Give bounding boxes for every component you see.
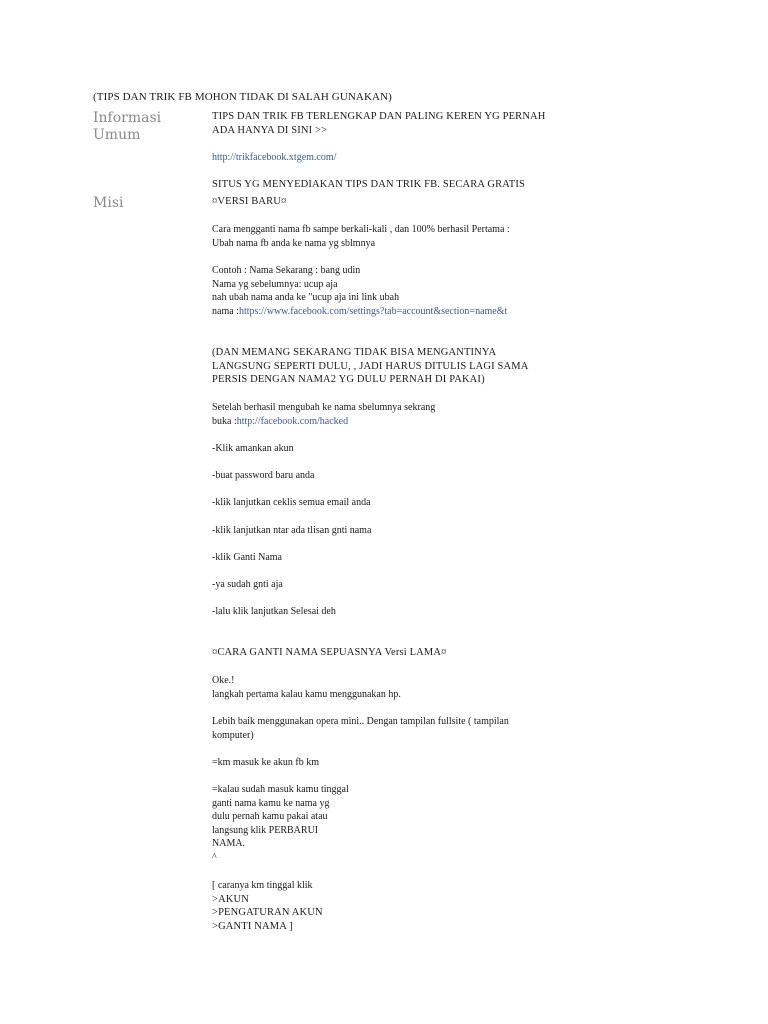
menu-path-line: [ caranya km tinggal klik <box>212 880 313 891</box>
intro-heading-line-1: TIPS DAN TRIK FB TERLENGKAP DAN PALING KEREN YG PERNAH <box>212 111 546 122</box>
section-label-umum: Umum <box>93 127 141 143</box>
after-login-line: =kalau sudah masuk kamu tinggal <box>212 784 349 795</box>
step-item: -lalu klik lanjutkan Selesai deh <box>212 606 336 617</box>
old-intro-block <box>212 674 557 701</box>
step-item: -klik lanjutkan ceklis semua email anda <box>212 497 371 508</box>
after-block <box>212 401 557 428</box>
after-line: buka :http://facebook.com/hacked <box>212 415 349 427</box>
after-login-line: NAMA. <box>212 838 246 849</box>
after-login-line: dulu pernah kamu pakai atau <box>212 811 328 822</box>
paragraph-line: Ubah nama fb anda ke nama yg sblmnya <box>212 237 376 249</box>
note-line: PERSIS DENGAN NAMA2 YG DULU PERNAH DI PAKAI) <box>212 374 485 385</box>
section-label-informasi: Informasi <box>93 110 162 126</box>
section-label-misi: Misi <box>93 195 124 211</box>
menu-path-line: >GANTI NAMA ] <box>212 920 293 932</box>
intro-block <box>212 110 557 137</box>
menu-path-block <box>212 879 557 933</box>
caret-line: ^ <box>212 851 217 863</box>
intro-heading-line-2: ADA HANYA DI SINI >> <box>212 124 328 136</box>
after-login-block <box>212 783 557 864</box>
menu-path-line: >PENGATURAN AKUN <box>212 907 323 918</box>
example-block <box>212 264 557 318</box>
new-version-paragraph <box>212 223 557 250</box>
note-line: (DAN MEMANG SEKARANG TIDAK BISA MENGANTINYA <box>212 347 497 358</box>
example-line: nah ubah nama anda ke "ucup aja ini link ubah <box>212 292 400 303</box>
example-line: Nama yg sebelumnya: ucup aja <box>212 278 338 290</box>
opera-line: Lebih baik menggunakan opera mini.. Dengan tampilan fullsite ( tampilan <box>212 716 509 727</box>
after-login-line: langsung klik PERBARUI <box>212 824 319 836</box>
example-line: nama :https://www.facebook.com/settings?tab=account&section=name&t <box>212 305 508 317</box>
step-item: -Klik amankan akun <box>212 443 294 454</box>
step-item: -ya sudah gnti aja <box>212 579 283 590</box>
step-item: -klik lanjutkan ntar ada tlisan gnti nama <box>212 525 372 536</box>
old-version-title: ¤CARA GANTI NAMA SEPUASNYA Versi LAMA¤ <box>212 647 447 658</box>
intro-line: langkah pertama kalau kamu menggunakan hp. <box>212 688 401 700</box>
site-description: SITUS YG MENYEDIAKAN TIPS DAN TRIK FB. SECARA GRATIS <box>212 179 526 190</box>
new-version-title: ¤VERSI BARU¤ <box>212 196 287 207</box>
after-line: Setelah berhasil mengubah ke nama sbelumnya sekrang <box>212 402 436 413</box>
step-item: -klik Ganti Nama <box>212 552 282 563</box>
opera-line: komputer) <box>212 729 254 741</box>
oke-line: Oke.! <box>212 675 235 686</box>
site-link[interactable]: http://trikfacebook.xtgem.com/ <box>212 152 337 163</box>
hacked-link[interactable]: http://facebook.com/hacked <box>236 415 349 427</box>
opera-block <box>212 715 557 742</box>
settings-link[interactable]: https://www.facebook.com/settings?tab=account&section=name&t <box>238 305 508 317</box>
step-item: -buat password baru anda <box>212 470 315 481</box>
note-line: LANGSUNG SEPERTI DULU, , JADI HARUS DITULIS LAGI SAMA <box>212 360 529 372</box>
menu-path-line: >AKUN <box>212 893 250 905</box>
after-login-line: ganti nama kamu ke nama yg <box>212 797 330 809</box>
paragraph-line: Cara mengganti nama fb sampe berkali-kali , dan 100% berhasil Pertama : <box>212 224 510 235</box>
login-line: =km masuk ke akun fb km <box>212 757 320 768</box>
note-block <box>212 346 557 387</box>
example-line: Contoh : Nama Sekarang : bang udin <box>212 265 361 276</box>
document-title: (TIPS DAN TRIK FB MOHON TIDAK DI SALAH GUNAKAN) <box>93 91 392 103</box>
